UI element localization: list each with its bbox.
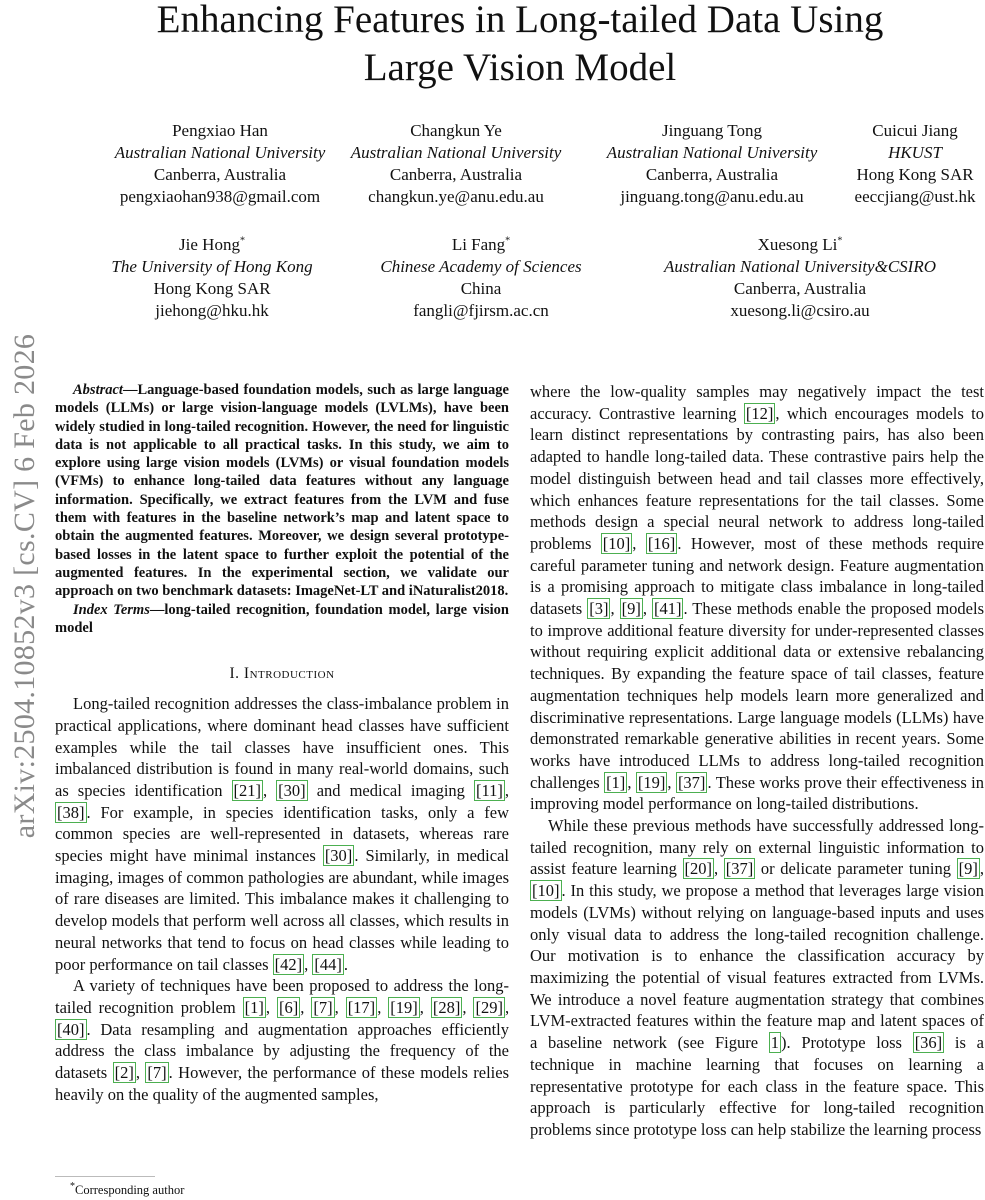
intro-paragraph-4 (530, 815, 984, 1141)
paragraph-text: and medical imaging (307, 780, 474, 800)
citation-link[interactable]: [10] (532, 881, 560, 901)
paragraph-text: , (462, 998, 474, 1017)
paragraph-text: While these previous methods have successfully addressed long-tailed recognition, many rely on external linguistic information to assist feature learning (530, 816, 984, 879)
author-name: Cuicui Jiang (872, 121, 958, 140)
citation-link[interactable]: [9] (621, 599, 641, 619)
paragraph-text: . Data resampling and augmentation approaches efficiently address the class imbalance by adjusting the frequency of the datasets (55, 1019, 509, 1083)
corresponding-mark: * (837, 235, 843, 247)
author-location: Hong Kong SAR (153, 279, 271, 298)
author-location: Hong Kong SAR (856, 165, 974, 184)
corresponding-mark: * (505, 235, 511, 247)
citation-link[interactable]: [16] (647, 533, 676, 553)
author-email: changkun.ye@anu.edu.au (368, 187, 544, 206)
citation-link[interactable]: [2] (114, 1063, 134, 1083)
paragraph-text: is a technique in machine learning that focuses on learning a representative prototype for each class in the feature space. This approach is particularly effective for long-tailed recognition problems since prototype loss can help stabilize the learning process (530, 1033, 984, 1139)
paragraph-text: . However, most of these methods require careful parameter tuning and network design. Feature augmentation is a promising approach to mitigate class imbalance in long-tailed datasets (530, 533, 985, 619)
citation-link[interactable]: [10] (602, 533, 631, 553)
author-name-line (630, 234, 970, 256)
citation-link[interactable]: [29] (475, 998, 503, 1017)
citation-link[interactable]: [17] (347, 998, 376, 1017)
citation-link[interactable]: [9] (958, 859, 978, 879)
author-block-7 (630, 234, 970, 322)
author-email: jiehong@hku.hk (155, 301, 269, 320)
citation-link[interactable]: [37] (725, 859, 754, 879)
paragraph-text: , (377, 998, 389, 1017)
paragraph-text: , (300, 998, 312, 1017)
citation-link[interactable]: [19] (390, 998, 418, 1017)
author-affiliation: The University of Hong Kong (111, 257, 313, 276)
index-terms-text: —long-tailed recognition, foundation model, large vision model (55, 601, 509, 636)
citation-link[interactable]: [12] (745, 403, 774, 423)
paragraph-text: ). Prototype loss (781, 1033, 913, 1053)
section-number: I. (229, 665, 240, 683)
author-block-6 (361, 234, 601, 322)
paragraph-text: , (419, 998, 431, 1017)
author-location: Canberra, Australia (153, 165, 287, 184)
paragraph-text: , (265, 998, 277, 1017)
citation-link[interactable]: [28] (432, 998, 461, 1017)
intro-paragraph-2 (55, 975, 509, 1105)
title-line-2: Large Vision Model (363, 46, 677, 89)
citation-link[interactable]: [41] (653, 599, 682, 619)
abstract-label: Abstract (73, 382, 123, 398)
author-email: fangli@fjirsm.ac.cn (413, 301, 549, 320)
citation-link[interactable]: [38] (57, 802, 85, 822)
author-name-line (361, 234, 601, 256)
author-name: Pengxiao Han (172, 121, 268, 140)
citation-link[interactable]: [21] (233, 780, 261, 800)
author-location: China (460, 279, 502, 298)
citation-link[interactable]: [36] (914, 1033, 943, 1053)
paragraph-text: , (979, 859, 984, 879)
author-email: eeccjiang@ust.hk (854, 187, 976, 206)
citation-link[interactable]: [1] (606, 772, 626, 792)
citation-link[interactable]: [7] (313, 998, 333, 1017)
paragraph-text: , (504, 998, 510, 1017)
citation-link[interactable]: [40] (57, 1019, 85, 1039)
footnote (70, 1182, 184, 1198)
author-name: Jinguang Tong (661, 121, 763, 140)
title-line-1: Enhancing Features in Long-tailed Data Using (156, 0, 884, 41)
index-terms-label: Index Terms (73, 601, 150, 618)
citation-link[interactable]: 1 (770, 1033, 780, 1053)
right-column (530, 381, 984, 1141)
citation-link[interactable]: [19] (637, 772, 666, 792)
citation-link[interactable]: [7] (147, 1063, 167, 1083)
paragraph-text: , (304, 954, 313, 974)
author-name: Changkun Ye (410, 121, 502, 140)
paragraph-text: . For example, in species identification tasks, only a few common species are well-represented in datasets, whereas rare species might have minimal instances (55, 802, 509, 866)
paragraph-text: where the low-quality samples may negatively impact the test accuracy. Contrastive learning (530, 382, 984, 423)
author-name-line (92, 234, 332, 256)
paragraph-text: , (627, 772, 636, 792)
paragraph-text: . (343, 954, 349, 974)
paragraph-text: , (263, 780, 277, 800)
paragraph-text: , (334, 998, 346, 1017)
section-title: Introduction (243, 665, 335, 683)
paragraph-text: Long-tailed recognition addresses the class-imbalance problem in practical applications, where dominant head classes have sufficient examples while the tail classes have insufficient ones. This imbalanced distribution is found in many real-world domains, such as species identification (55, 694, 509, 800)
paragraph-text: , (642, 599, 652, 619)
paragraph-text: , (632, 533, 646, 553)
citation-link[interactable]: [11] (475, 780, 503, 800)
footnote-divider (55, 1176, 155, 1177)
abstract (55, 381, 509, 601)
footnote-mark: * (70, 1180, 75, 1192)
citation-link[interactable]: [6] (279, 998, 299, 1017)
author-affiliation: Chinese Academy of Sciences (380, 257, 582, 276)
citation-link[interactable]: [42] (274, 954, 303, 974)
author-block-3 (592, 120, 832, 208)
paragraph-text: A variety of techniques have been proposed to address the long-tailed recognition problem (55, 976, 509, 1017)
paragraph-text: , (610, 599, 620, 619)
author-block-1 (100, 120, 340, 208)
author-location: Canberra, Australia (733, 279, 867, 298)
paragraph-text: . Similarly, in medical imaging, images of common pathologies are abundant, while images of rare diseases are limited. This imbalance makes it challenging to develop models that perform well across all classes, which results in neural networks that tend to focus on head classes while leading to poor performance on tail classes (55, 846, 509, 974)
author-affiliation: Australian National University (114, 143, 326, 162)
footnote-text: Corresponding author (75, 1183, 185, 1197)
author-name: Xuesong Li (757, 235, 838, 254)
author-location: Canberra, Australia (389, 165, 523, 184)
paragraph-text: , (714, 859, 724, 879)
paragraph-text: . These works prove their effectiveness in improving model performance on long-tailed distributions. (530, 772, 985, 814)
intro-paragraph-1 (55, 693, 509, 975)
author-email: pengxiaohan938@gmail.com (119, 187, 321, 206)
intro-paragraph-3 (530, 381, 984, 815)
paragraph-text: or delicate parameter tuning (755, 859, 957, 879)
paragraph-text: , (667, 772, 676, 792)
author-email: xuesong.li@csiro.au (730, 301, 870, 320)
paper-title (0, 0, 985, 92)
arxiv-identifier[interactable]: arXiv:2504.10852v3 [cs.CV] 6 Feb 2026 (8, 333, 41, 839)
paragraph-text: . These methods enable the proposed models to improve additional feature diversity for under-represented classes without requiring explicit additional data or extensive rebalancing techniques. By expanding the feature space of tail classes, feature augmentation techniques help models learn more generalized and discriminative representations. Large language models (LLMs) have demonstrated remarkable generative abilities in recent years. Some works have introduced LLMs to address long-tailed recognition challenges (530, 599, 984, 792)
paragraph-text: . However, the performance of these models relies heavily on the quality of the augmented samples, (55, 1063, 509, 1104)
author-block-2 (336, 120, 576, 208)
citation-link[interactable]: [1] (244, 998, 264, 1017)
corresponding-mark: * (239, 235, 245, 247)
citation-link[interactable]: [37] (677, 772, 706, 792)
author-name: Li Fang (451, 235, 506, 254)
author-name: Jie Hong (179, 235, 240, 254)
citation-link[interactable]: [30] (278, 780, 306, 800)
author-affiliation: Australian National University (350, 143, 562, 162)
paragraph-text: , which encourages models to learn distinct representations by contrasting pairs, has also been adapted to handle long-tailed data. These contrastive pairs help the model distinguish between head and tail classes more effectively, which enhances feature representations for the tail classes. Some methods design a special neural network to address long-tailed problems (530, 403, 985, 553)
paragraph-text: , (135, 1063, 146, 1083)
citation-link[interactable]: [3] (589, 599, 609, 619)
index-terms (55, 601, 509, 638)
left-column (55, 381, 509, 1106)
author-block-5 (92, 234, 332, 322)
paragraph-text: , (504, 780, 509, 800)
author-block-4 (845, 120, 985, 208)
citation-link[interactable]: [44] (314, 954, 342, 974)
author-affiliation: Australian National University&CSIRO (664, 257, 936, 276)
author-affiliation: HKUST (888, 143, 942, 162)
paragraph-text: . In this study, we propose a method that leverages large vision models (LVMs) without relying on language-based inputs and uses only visual data to address the long-tailed recognition challenge. Our motivation is to enhance the classification accuracy by maximizing the potential of visual features extracted from LVMs. We introduce a novel feature augmentation strategy that combines LVM-extracted features within the feature map and latent spaces of a baseline network (see Figure (530, 881, 984, 1053)
section-heading (55, 665, 509, 683)
abstract-text: —Language-based foundation models, such as large language models (LLMs) or large vision-language models (LVLMs), have been widely studied in long-tailed recognition. However, the need for linguistic data is not applicable to all practical tasks. In this study, we aim to explore using large vision models (LVMs) or visual foundation models (VFMs) to enhance long-tailed data features without any language information. Specifically, we extract features from the LVM and fuse them with features in the baseline network’s map and latent space to obtain the augmented features. Moreover, we design several prototype-based losses in the latent space to further exploit the potential of the augmented features. In the experimental section, we validate our approach on two benchmark datasets: ImageNet-LT and iNaturalist2018. (55, 382, 509, 600)
author-affiliation: Australian National University (606, 143, 818, 162)
citation-link[interactable]: [30] (324, 846, 353, 866)
citation-link[interactable]: [20] (684, 859, 713, 879)
author-location: Canberra, Australia (645, 165, 779, 184)
author-email: jinguang.tong@anu.edu.au (620, 187, 804, 206)
